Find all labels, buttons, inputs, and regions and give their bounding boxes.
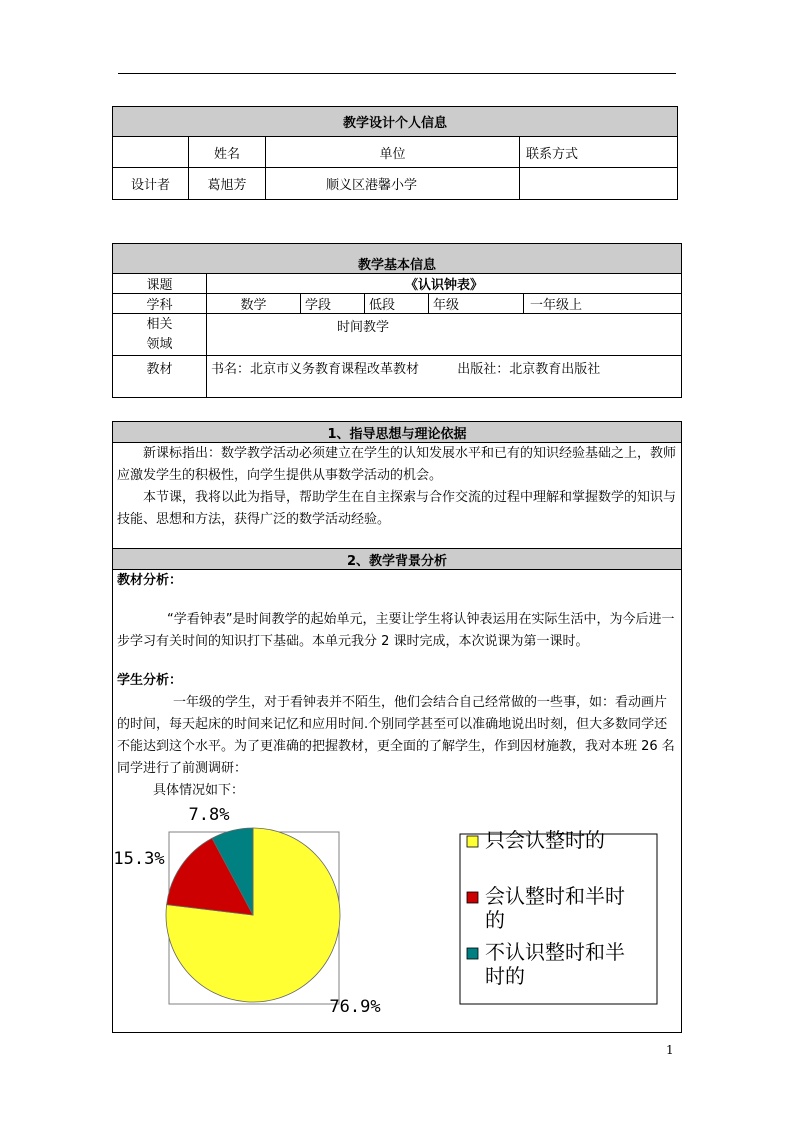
textbook-analysis-paragraph: “学看钟表”是时间教学的起始单元，主要让学生将认钟表运用在实际生活中，为今后进一步学习有关时间的知识打下基础。本单元我分 2 课时完成，本次说课为第一课时。 [117, 612, 675, 649]
page-number: 1 [666, 1043, 674, 1057]
analysis-table [112, 421, 682, 1033]
domain-value: 时间教学 [207, 314, 682, 356]
stage-label: 学段 [301, 294, 365, 314]
legend-label: 会认整时和半时 [485, 884, 625, 908]
grade-value: 一年级上 [524, 294, 682, 314]
legend-label: 不认识整时和半 [485, 940, 625, 964]
textbook-analysis-heading: 教材分析： [117, 573, 183, 588]
designer-contact [520, 168, 678, 200]
designer-unit: 顺义区港馨小学 [266, 168, 520, 200]
detail-line: 具体情况如下： [153, 783, 245, 798]
legend-swatch [467, 836, 478, 847]
grade-label: 年级 [429, 294, 524, 314]
student-analysis-heading: 学生分析： [117, 673, 183, 688]
header-rule [118, 73, 676, 74]
textbook-value [207, 356, 682, 398]
basic-info-table [112, 243, 682, 398]
textbook-label: 教材 [113, 356, 207, 398]
stage-value: 低段 [365, 294, 429, 314]
survey-chart-area [113, 802, 677, 1032]
basic-info-title: 教学基本信息 [113, 244, 682, 274]
student-analysis-paragraph: 一年级的学生，对于看钟表并不陌生，他们会结合自己经常做的一些事，如：看动画片的时间，每天起床的时间来记忆和应用时间.个别同学甚至可以准确地说出时刻，但大多数同学还不能达到这个水平。为了更准确的把握教材，更全面的了解学生，作到因材施教，我对本班 26 名同学进行了前测调研： [117, 695, 675, 776]
domain-label-line1: 相关 [146, 316, 173, 332]
pie-value-label: 76.9% [329, 997, 381, 1017]
subject-label: 学科 [113, 294, 207, 314]
designer-label: 设计者 [113, 168, 189, 200]
section1-paragraph-2: 本节课，我将以此为指导，帮助学生在自主探索与合作交流的过程中理解和掌握数学的知识与技能、思想和方法，获得广泛的数学活动经验。 [117, 490, 677, 527]
section2-body [113, 570, 682, 1033]
textbook-book: 书名：北京市义务教育课程改革教材 [211, 362, 420, 377]
topic-value: 《认识钟表》 [207, 274, 682, 294]
header-cell-unit: 单位 [266, 137, 520, 168]
domain-label [113, 314, 207, 356]
section1-body [113, 443, 682, 549]
pie-value-label: 7.8% [188, 805, 230, 825]
header-cell-name: 姓名 [189, 137, 266, 168]
topic-label: 课题 [113, 274, 207, 294]
designer-name: 葛旭芳 [189, 168, 266, 200]
legend-label: 只会认整时的 [485, 828, 605, 852]
subject-value: 数学 [207, 294, 301, 314]
pie-value-label: 15.3% [113, 849, 165, 869]
header-cell-contact: 联系方式 [520, 137, 678, 168]
legend-label: 的 [485, 908, 505, 932]
textbook-publisher: 出版社：北京教育出版社 [457, 362, 601, 377]
survey-pie-chart [113, 802, 678, 1032]
personal-info-table [112, 106, 678, 200]
section2-title: 2、教学背景分析 [113, 549, 682, 570]
section1-title: 1、指导思想与理论依据 [113, 422, 682, 443]
domain-label-line2: 领域 [146, 336, 173, 352]
header-cell-empty [113, 137, 189, 168]
personal-info-title: 教学设计个人信息 [113, 107, 678, 137]
section1-paragraph-1: 新课标指出：数学教学活动必须建立在学生的认知发展水平和已有的知识经验基础之上，教师应激发学生的积极性，向学生提供从事数学活动的机会。 [117, 446, 677, 483]
legend-swatch [467, 948, 478, 959]
legend-swatch [467, 892, 478, 903]
legend-label: 时的 [485, 964, 525, 988]
